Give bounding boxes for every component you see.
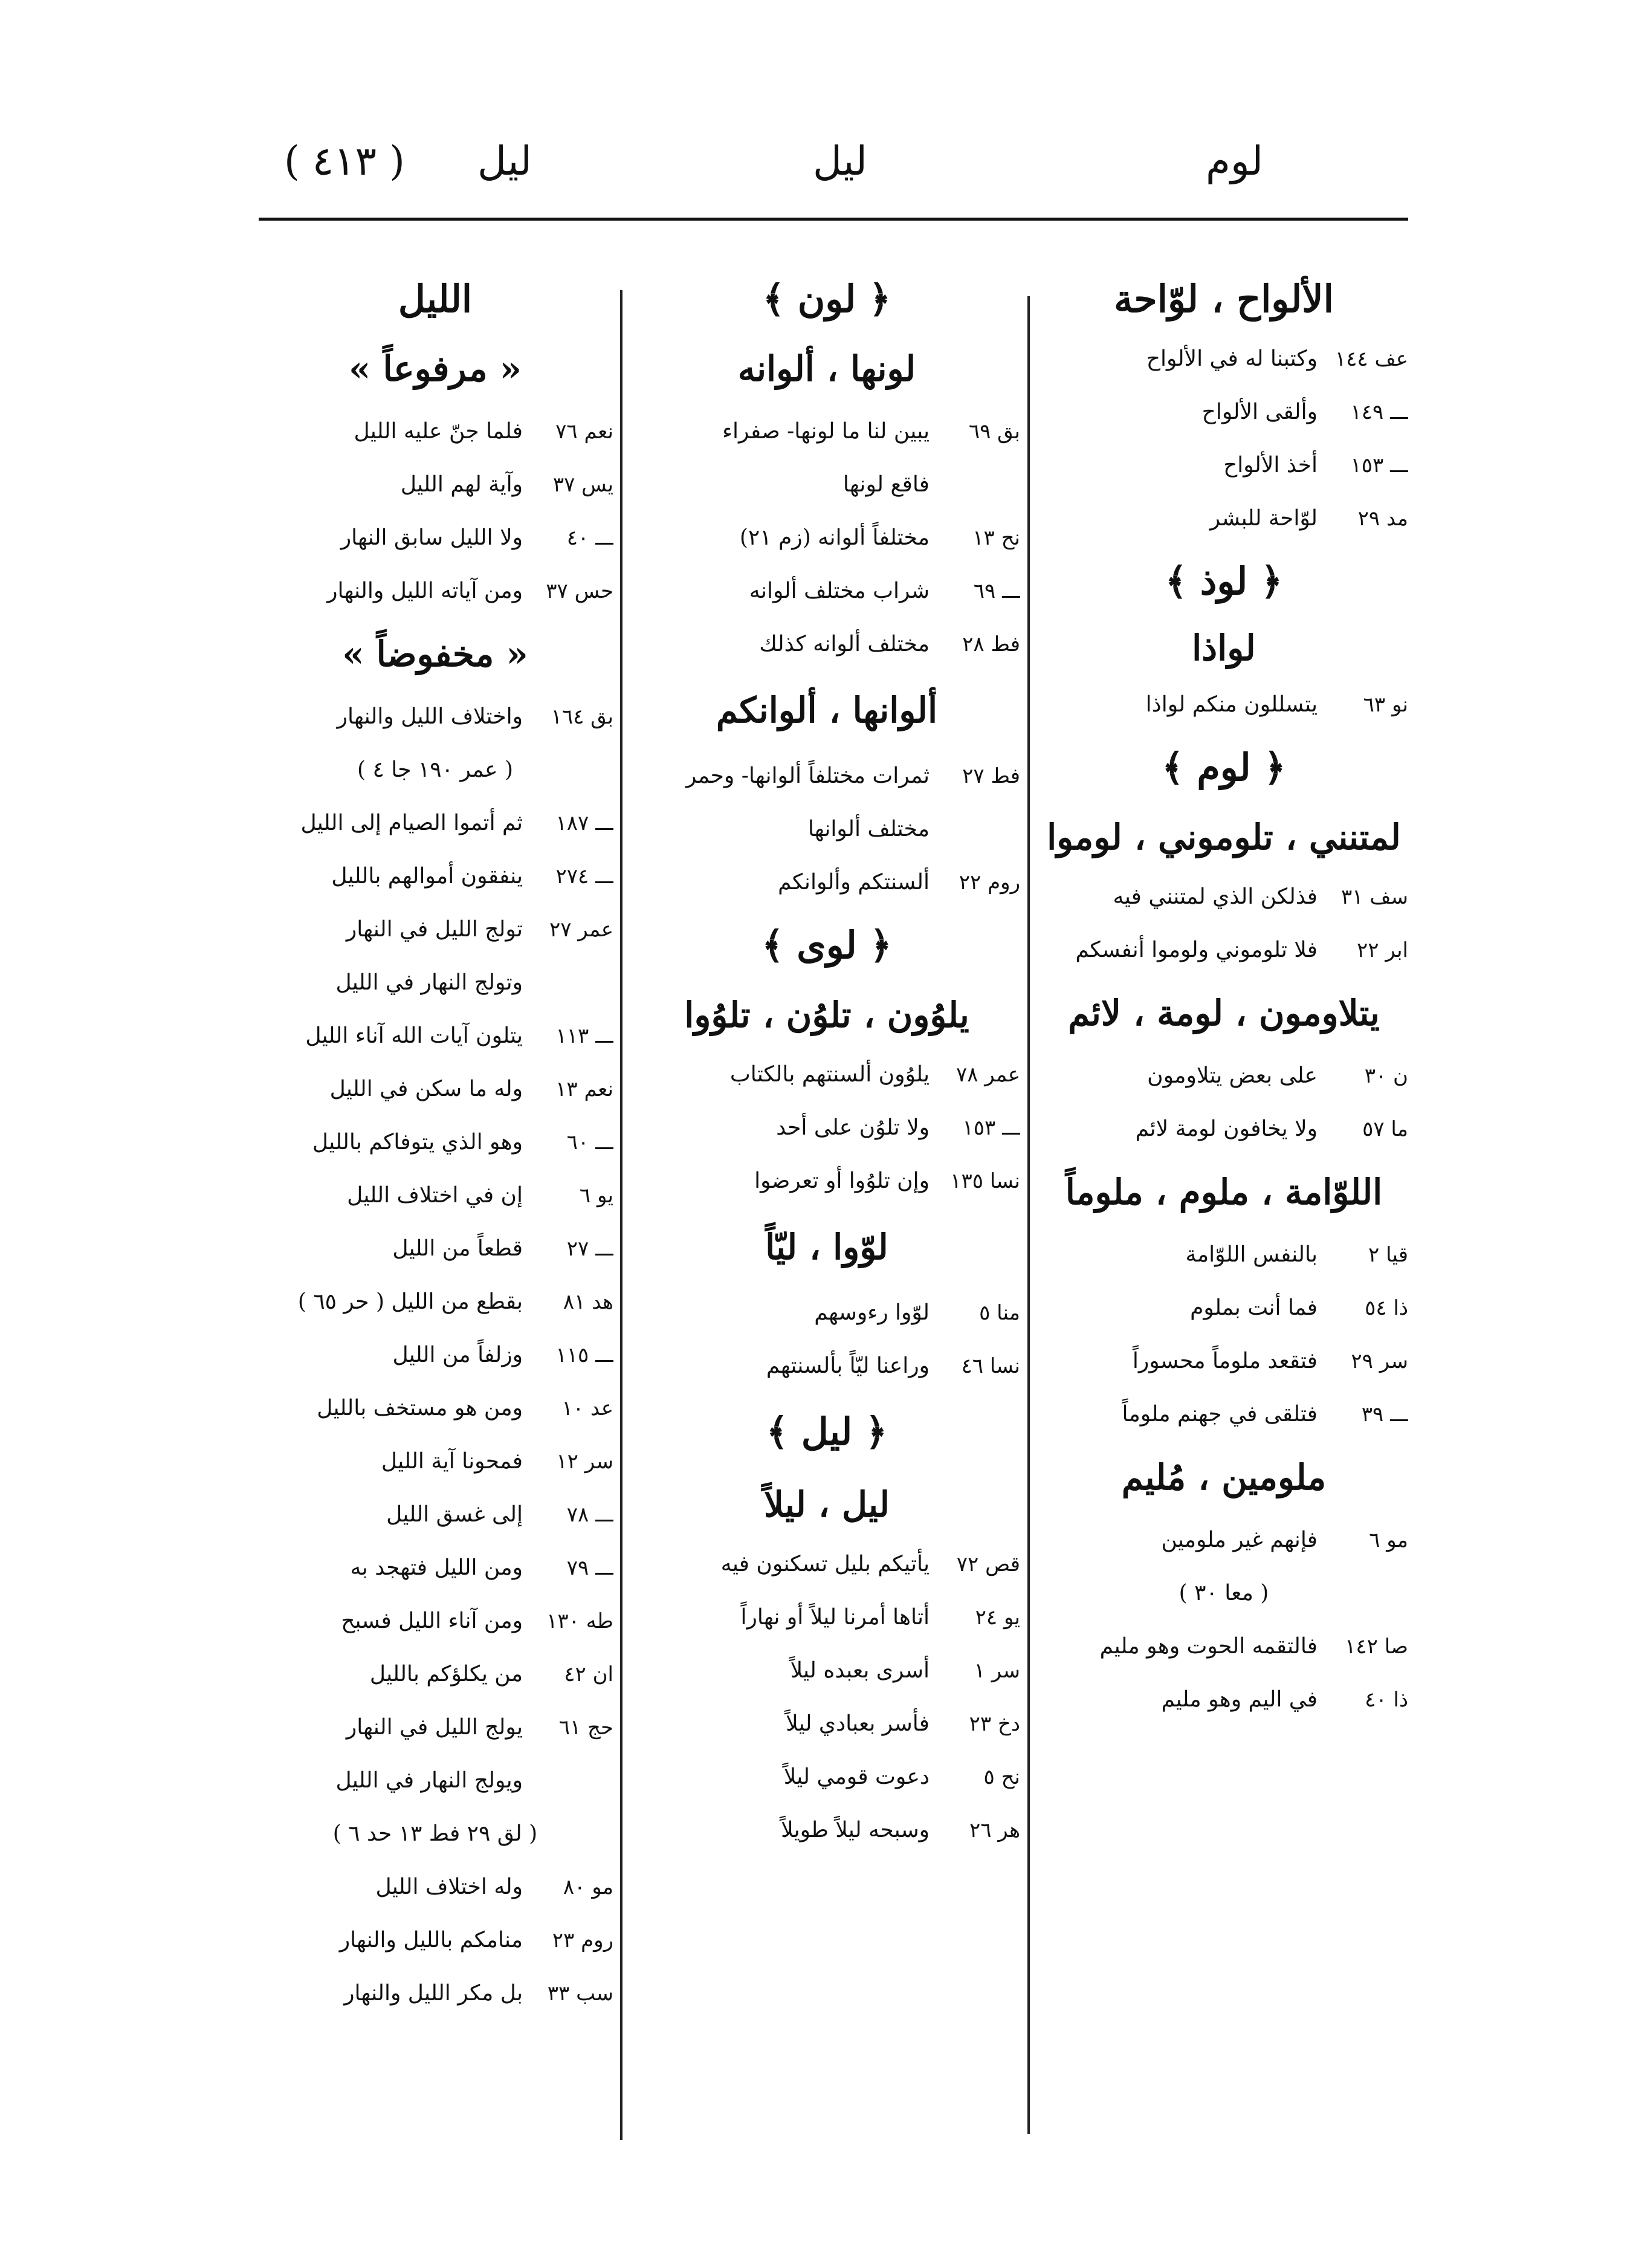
verse-entry — [633, 1048, 1020, 1101]
verse-text: فمحونا آية الليل — [381, 1449, 523, 1474]
verse-reference: نسا ١٣٥ — [950, 1169, 1020, 1193]
verse-reference: ـــ ٢٧ — [566, 1237, 613, 1261]
verse-entry — [1040, 1335, 1408, 1388]
verse-text: ومن هو مستخف بالليل — [317, 1396, 523, 1421]
verse-reference: سر ٢٩ — [1351, 1349, 1408, 1373]
verse-reference: روم ٢٢ — [959, 870, 1020, 895]
verse-text: مختلفاً ألوانه (زم ٢١) — [739, 525, 930, 550]
form-heading: لوّوا ، ليّاً — [765, 1226, 888, 1268]
verse-text: ثمرات مختلفاً ألوانها- وحمر — [685, 763, 930, 788]
verse-entry — [633, 1286, 1020, 1340]
verse-reference: يو ٢٤ — [975, 1605, 1020, 1630]
verse-text: فتلقى في جهنم ملوماً — [1122, 1402, 1318, 1427]
column-right — [1040, 266, 1408, 1726]
verse-text: يلوُون ألسنتهم بالكتاب — [729, 1062, 930, 1087]
verse-reference: دخ ٢٣ — [969, 1712, 1020, 1736]
verse-reference: قص ٧٢ — [956, 1552, 1020, 1576]
form-heading: ملومين ، مُليم — [1121, 1457, 1327, 1498]
verse-text: ومن آياته الليل والنهار — [327, 578, 523, 603]
verse-text: تولج الليل في النهار — [346, 917, 523, 942]
header-right-word: لوم — [1206, 138, 1264, 184]
verse-entry — [257, 1435, 613, 1488]
verse-text: ولا يخافون لومة لائم — [1135, 1116, 1318, 1141]
verse-text: شراب مختلف ألوانه — [749, 578, 930, 603]
verse-text: على بعض يتلاومون — [1147, 1063, 1318, 1088]
verse-text: فلا تلوموني ولوموا أنفسكم — [1075, 938, 1318, 962]
verse-text: لوّوا رءوسهم — [814, 1300, 930, 1325]
verse-entry — [633, 1697, 1020, 1751]
verse-reference: نو ٦٣ — [1363, 693, 1408, 717]
verse-text: وألقى الألواح — [1201, 400, 1318, 424]
verse-entry — [1040, 1514, 1408, 1567]
verse-reference: ذا ٤٠ — [1365, 1688, 1408, 1712]
verse-reference: ـــ ٦٩ — [973, 579, 1020, 603]
verse-reference: مو ٦ — [1369, 1528, 1408, 1552]
verse-reference: ـــ ٣٩ — [1361, 1402, 1408, 1427]
verse-text: بالنفس اللوّامة — [1185, 1242, 1318, 1267]
form-heading: لونها ، ألوانه — [737, 348, 916, 389]
verse-entry — [257, 1275, 613, 1329]
verse-entry — [633, 1538, 1020, 1591]
verse-entry — [1040, 1228, 1408, 1281]
verse-entry — [257, 1063, 613, 1116]
root-heading: ﴿ لوى ﴾ — [762, 923, 892, 967]
verse-text: ألسنتكم وألوانكم — [778, 870, 930, 895]
entry-heading: الألواح ، لوّاحة — [1114, 277, 1334, 321]
verse-entry — [257, 458, 613, 511]
column-divider-left — [620, 290, 622, 2140]
verse-reference: ـــ ٦٠ — [566, 1130, 613, 1155]
verse-text: واختلاف الليل والنهار — [337, 704, 523, 729]
verse-entry — [257, 1169, 613, 1222]
verse-entry — [257, 1541, 613, 1595]
form-heading: يلوُون ، تلوُن ، تلوُوا — [684, 994, 969, 1035]
verse-reference: ابر ٢٢ — [1356, 938, 1408, 962]
verse-entry — [257, 1701, 613, 1754]
verse-text: يتسللون منكم لواذا — [1145, 692, 1318, 717]
verse-entry — [257, 405, 613, 458]
verse-reference: ـــ ٧٩ — [566, 1556, 613, 1580]
verse-entry — [257, 1914, 613, 1967]
verse-entry — [633, 405, 1020, 458]
column-left — [257, 266, 613, 2020]
verse-reference: ذا ٥٤ — [1365, 1296, 1408, 1320]
root-heading: ﴿ لوذ ﴾ — [1165, 559, 1283, 603]
verse-reference: عمر ٢٧ — [549, 918, 613, 942]
verse-entry — [257, 1648, 613, 1701]
verse-reference: طه ١٣٠ — [546, 1609, 613, 1633]
verse-reference: فط ٢٨ — [962, 632, 1020, 656]
verse-text: إن في اختلاف الليل — [347, 1183, 523, 1208]
verse-entry — [1040, 492, 1408, 545]
verse-entry — [1040, 1281, 1408, 1335]
verse-text: أتاها أمرنا ليلاً أو نهاراً — [740, 1605, 930, 1630]
verse-reference: بق ١٦٤ — [551, 705, 613, 729]
verse-text: فإنهم غير ملومين — [1161, 1528, 1318, 1552]
verse-entry — [257, 690, 613, 744]
verse-text: يبين لنا ما لونها- صفراء — [722, 419, 930, 444]
verse-reference: هد ٨١ — [563, 1290, 613, 1314]
verse-text: وإن تلوُوا أو تعرضوا — [754, 1168, 930, 1193]
header-left-word: ليل — [477, 138, 532, 184]
header-rule — [259, 218, 1408, 221]
verse-entry — [257, 565, 613, 618]
cross-reference-note: ( معا ٣٠ ) — [1179, 1581, 1269, 1605]
header-center-word: ليل — [813, 138, 868, 184]
verse-text: بقطع من الليل ( حر ٦٥ ) — [297, 1289, 523, 1314]
verse-reference: سف ٣١ — [1340, 885, 1408, 909]
verse-reference: ـــ ١٥٣ — [1350, 453, 1408, 478]
verse-entry — [257, 1009, 613, 1063]
verse-reference: صا ١٤٢ — [1345, 1635, 1408, 1659]
verse-entry — [257, 511, 613, 565]
root-heading: ﴿ ليل ﴾ — [766, 1410, 888, 1454]
verse-reference: ـــ ٢٧٤ — [555, 864, 613, 889]
verse-text: فتقعد ملوماً محسوراً — [1132, 1349, 1318, 1373]
verse-reference: عمر ٧٨ — [956, 1063, 1020, 1087]
verse-text: وكتبنا له في الألواح — [1146, 346, 1318, 371]
verse-reference: نح ١٣ — [972, 526, 1020, 550]
verse-reference: يو ٦ — [579, 1184, 613, 1208]
verse-entry — [633, 1155, 1020, 1208]
verse-entry — [257, 1116, 613, 1169]
verse-entry — [257, 797, 613, 850]
verse-entry — [257, 1488, 613, 1541]
verse-text: ومن الليل فتهجد به — [350, 1555, 523, 1580]
verse-entry — [1040, 1673, 1408, 1726]
verse-entry — [257, 1861, 613, 1914]
word-heading: الليل — [398, 277, 473, 321]
verse-reference: روم ٢٣ — [552, 1928, 613, 1952]
verse-reference: مد ٢٩ — [1357, 507, 1408, 531]
verse-text: مختلف ألوانه كذلك — [759, 632, 930, 656]
verse-entry — [633, 1751, 1020, 1804]
page-number: ( ٤١٣ ) — [284, 138, 405, 184]
verse-text: وسبحه ليلاً طويلاً — [781, 1818, 930, 1842]
verse-text: وهو الذي يتوفاكم بالليل — [312, 1130, 523, 1155]
verse-reference: قيا ٢ — [1368, 1243, 1408, 1267]
cross-reference-note: ( عمر ١٩٠ جا ٤ ) — [357, 757, 514, 782]
verse-reference: مو ٨٠ — [563, 1875, 613, 1899]
verse-entry — [257, 1382, 613, 1435]
verse-text: بل مكر الليل والنهار — [344, 1981, 523, 2006]
verse-reference: سر ١٢ — [556, 1450, 613, 1474]
verse-entry — [633, 1101, 1020, 1155]
verse-text: دعوت قومي ليلاً — [783, 1764, 930, 1789]
verse-text: من يكلؤكم بالليل — [369, 1662, 523, 1686]
verse-text: وله ما سكن في الليل — [329, 1077, 523, 1101]
verse-text: فالتقمه الحوت وهو مليم — [1099, 1634, 1318, 1659]
verse-entry — [633, 856, 1020, 909]
column-middle — [633, 266, 1020, 1857]
verse-text: يولج الليل في النهار — [346, 1715, 523, 1740]
verse-entry — [1040, 1103, 1408, 1156]
verse-reference: هر ٢٦ — [969, 1818, 1020, 1842]
verse-reference: ـــ ١١٥ — [555, 1343, 613, 1367]
verse-text: وله اختلاف الليل — [375, 1874, 523, 1899]
verse-text: منامكم بالليل والنهار — [339, 1928, 523, 1952]
verse-reference: ـــ ١١٣ — [555, 1024, 613, 1048]
verse-entry — [1040, 439, 1408, 492]
verse-reference: ن ٣٠ — [1364, 1064, 1408, 1088]
verse-entry — [633, 618, 1020, 671]
verse-reference: ان ٤٢ — [564, 1662, 613, 1686]
verse-entry — [257, 1329, 613, 1382]
verse-text: أسرى بعبده ليلاً — [790, 1658, 930, 1683]
form-heading: لواذا — [1192, 627, 1256, 669]
verse-entry — [633, 1804, 1020, 1857]
verse-entry — [633, 750, 1020, 803]
verse-text: ينفقون أموالهم بالليل — [331, 864, 523, 889]
verse-continuation: ويولج النهار في الليل — [335, 1768, 523, 1793]
verse-continuation: فاقع لونها — [842, 472, 930, 497]
verse-text: قطعاً من الليل — [392, 1236, 523, 1261]
verse-reference: ـــ ٧٨ — [566, 1503, 613, 1527]
form-heading: ألوانها ، ألوانكم — [716, 690, 938, 731]
verse-continuation: وتولج النهار في الليل — [335, 970, 523, 995]
case-heading: « مخفوضاً » — [342, 633, 528, 675]
verse-reference: ما ٥٧ — [1362, 1117, 1408, 1141]
verse-entry — [1040, 924, 1408, 977]
verse-text: فلما جنّ عليه الليل — [354, 419, 523, 444]
verse-reference: ـــ ١٨٧ — [555, 811, 613, 835]
verse-text: إلى غسق الليل — [386, 1502, 523, 1527]
verse-reference: ـــ ١٥٣ — [962, 1116, 1020, 1140]
verse-text: ومن آناء الليل فسبح — [341, 1609, 523, 1633]
verse-continuation: مختلف ألوانها — [807, 817, 930, 841]
verse-reference: ـــ ١٤٩ — [1350, 400, 1408, 424]
verse-entry — [257, 903, 613, 956]
verse-text: وزلفاً من الليل — [392, 1343, 523, 1367]
verse-entry — [633, 1644, 1020, 1697]
verse-text: لوّاحة للبشر — [1209, 506, 1318, 531]
verse-entry — [1040, 1049, 1408, 1103]
verse-reference: سب ٣٣ — [547, 1981, 613, 2006]
form-heading: يتلاومون ، لومة ، لائم — [1068, 993, 1380, 1034]
verse-entry — [1040, 1388, 1408, 1441]
verse-reference: نعم ١٣ — [555, 1077, 613, 1101]
verse-reference: عد ١٠ — [561, 1396, 613, 1421]
verse-entry — [1040, 870, 1408, 924]
verse-reference: سر ١ — [974, 1659, 1020, 1683]
verse-reference: منا ٥ — [979, 1301, 1020, 1325]
verse-reference: يس ٣٧ — [552, 473, 613, 497]
verse-entry — [1040, 386, 1408, 439]
verse-reference: نسا ٤٦ — [961, 1354, 1020, 1378]
verse-entry — [633, 511, 1020, 565]
verse-reference: حج ٦١ — [558, 1716, 613, 1740]
verse-entry — [1040, 678, 1408, 731]
verse-reference: نعم ٧٦ — [555, 420, 613, 444]
verse-entry — [257, 850, 613, 903]
verse-entry — [633, 565, 1020, 618]
verse-text: ولا تلوُن على أحد — [776, 1115, 930, 1140]
case-heading: « مرفوعاً » — [349, 348, 522, 389]
verse-text: في اليم وهو مليم — [1161, 1687, 1318, 1712]
verse-text: وراعنا ليّاً بألسنتهم — [766, 1353, 930, 1378]
verse-text: فأسر بعبادي ليلاً — [786, 1711, 930, 1736]
verse-text: فما أنت بملوم — [1190, 1295, 1318, 1320]
verse-text: يأتيكم بليل تسكنون فيه — [720, 1552, 930, 1576]
verse-reference: فط ٢٧ — [962, 764, 1020, 788]
verse-entry — [257, 1595, 613, 1648]
verse-reference: ـــ ٤٠ — [566, 526, 613, 550]
verse-entry — [1040, 332, 1408, 386]
verse-text: أخذ الألواح — [1223, 453, 1318, 478]
verse-entry — [633, 1340, 1020, 1393]
verse-reference: بق ٦٩ — [968, 420, 1020, 444]
cross-reference-note: ( لق ٢٩ فط ١٣ حد ٦ ) — [332, 1821, 538, 1846]
verse-text: ولا الليل سابق النهار — [340, 525, 523, 550]
verse-text: فذلكن الذي لمتنني فيه — [1113, 884, 1318, 909]
verse-text: يتلون آيات الله آناء الليل — [305, 1023, 523, 1048]
verse-reference: حس ٣٧ — [546, 579, 613, 603]
verse-entry — [257, 1222, 613, 1275]
root-heading: ﴿ لوم ﴾ — [1162, 745, 1286, 789]
verse-reference: نح ٥ — [983, 1765, 1020, 1789]
form-heading: اللوّامة ، ملوم ، ملوماً — [1065, 1171, 1383, 1213]
verse-reference: عف ١٤٤ — [1334, 347, 1408, 371]
form-heading: لمتنني ، تلوموني ، لوموا — [1047, 817, 1401, 858]
root-heading: ﴿ لون ﴾ — [762, 277, 891, 321]
verse-entry — [1040, 1620, 1408, 1673]
verse-text: وآية لهم الليل — [400, 472, 523, 497]
verse-text: ثم أتموا الصيام إلى الليل — [300, 811, 523, 835]
verse-entry — [633, 1591, 1020, 1644]
column-divider-right — [1027, 296, 1030, 2134]
verse-entry — [257, 1967, 613, 2020]
form-heading: ليل ، ليلاً — [764, 1484, 890, 1525]
